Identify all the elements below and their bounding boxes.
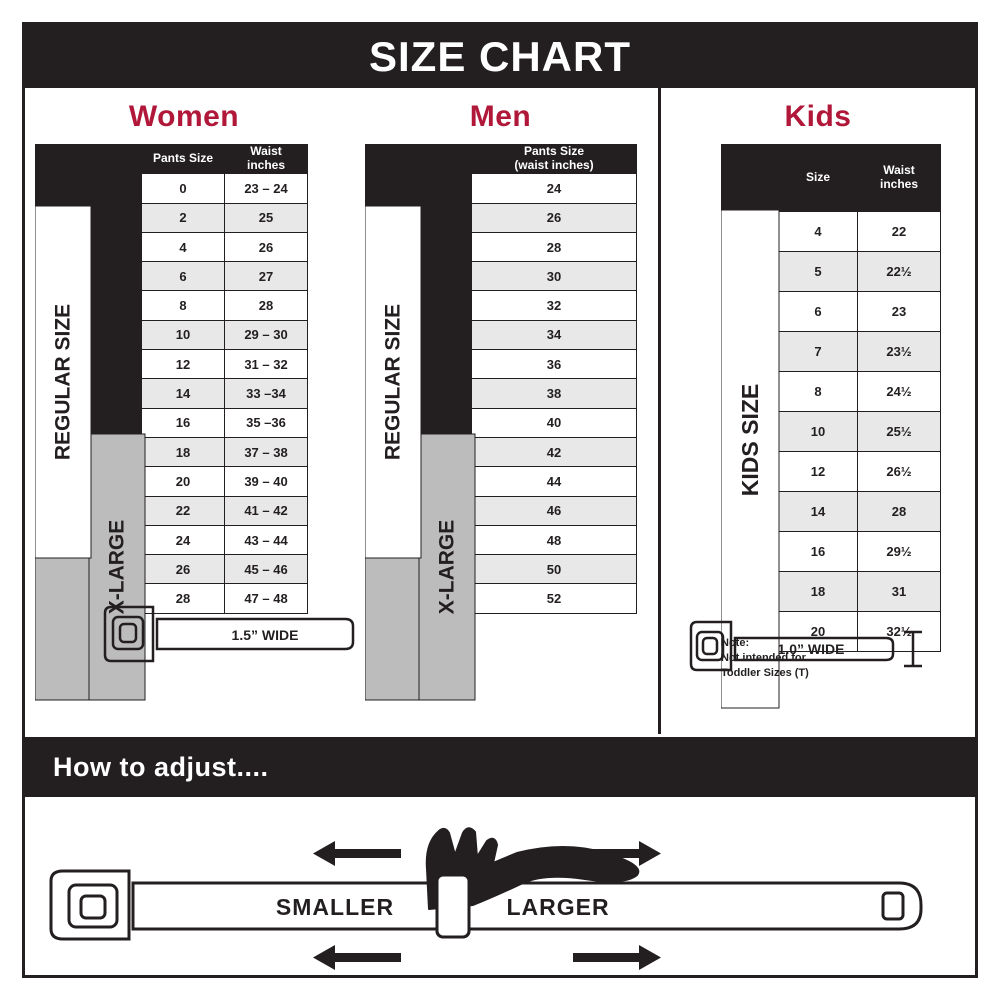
cell-size: 24 (142, 525, 225, 554)
larger-label: LARGER (506, 894, 610, 920)
cell-size: 2 (142, 203, 225, 232)
column-women (25, 88, 343, 734)
cell-size: 46 (472, 496, 637, 525)
smaller-label: SMALLER (275, 894, 395, 920)
cell-waist: 33 –34 (225, 379, 308, 408)
size-columns (25, 88, 975, 734)
cell-waist: 26½ (858, 452, 941, 492)
cell-waist: 45 – 46 (225, 555, 308, 584)
men-vertical-labels (365, 206, 485, 706)
title-bar (25, 25, 975, 88)
cell-waist: 25 (225, 203, 308, 232)
howto-illustration-area (25, 797, 975, 975)
women-heading: Women (128, 100, 240, 133)
cell-size: 8 (142, 291, 225, 320)
women-xlarge-label: X-LARGE (105, 519, 129, 615)
men-col-header (472, 145, 637, 174)
cell-size: 6 (142, 262, 225, 291)
cell-size: 14 (142, 379, 225, 408)
cell-size: 0 (142, 174, 225, 203)
kids-note-line2: Not intended for (721, 651, 806, 664)
cell-size: 10 (779, 412, 858, 452)
cell-size: 6 (779, 292, 858, 332)
page-title: SIZE CHART (369, 32, 631, 80)
cell-waist: 28 (225, 291, 308, 320)
cell-size: 18 (779, 572, 858, 612)
men-header-line1: Pants Size (523, 144, 585, 159)
column-men (343, 88, 661, 734)
cell-size: 48 (472, 525, 637, 554)
cell-waist: 25½ (858, 412, 941, 452)
women-belt-width-label: 1.5” WIDE (231, 627, 299, 643)
cell-size: 24 (472, 174, 637, 203)
cell-waist: 39 – 40 (225, 467, 308, 496)
cell-size: 18 (142, 437, 225, 466)
cell-waist: 26 (225, 232, 308, 261)
arrow-left-lower (313, 945, 401, 970)
cell-size: 42 (472, 437, 637, 466)
cell-size: 5 (779, 252, 858, 292)
kids-heading: Kids (784, 100, 852, 133)
cell-waist: 27 (225, 262, 308, 291)
cell-size: 38 (472, 379, 637, 408)
arrow-left-upper (313, 841, 401, 866)
cell-size: 28 (472, 232, 637, 261)
cell-size: 20 (142, 467, 225, 496)
kids-belt-diagram (681, 608, 941, 688)
kids-col-header-waist (858, 145, 941, 212)
table-header-row (366, 145, 637, 174)
kids-waist-header-line1: Waist (883, 163, 915, 178)
cell-size: 16 (142, 408, 225, 437)
cell-waist: 23½ (858, 332, 941, 372)
cell-size: 12 (142, 350, 225, 379)
cell-size: 8 (779, 372, 858, 412)
kids-size-label: KIDS SIZE (737, 383, 763, 497)
cell-size: 4 (779, 212, 858, 252)
cell-size: 4 (142, 232, 225, 261)
kids-note-line3: Toddler Sizes (T) (721, 666, 809, 679)
cell-waist: 29 – 30 (225, 320, 308, 349)
howto-adjust-bar (25, 737, 975, 797)
kids-col-header-size: Size (779, 145, 858, 212)
cell-size: 22 (142, 496, 225, 525)
cell-size: 40 (472, 408, 637, 437)
cell-waist: 35 –36 (225, 408, 308, 437)
women-col-header-size: Pants Size (142, 145, 225, 174)
cell-size: 32 (472, 291, 637, 320)
table-header-row (722, 145, 941, 212)
kids-belt-width-label: 1.0” WIDE (777, 641, 845, 657)
women-regular-size-label: REGULAR SIZE (51, 303, 75, 461)
cell-size: 28 (142, 584, 225, 613)
cell-size: 26 (472, 203, 637, 232)
cell-size: 7 (779, 332, 858, 372)
cell-size: 34 (472, 320, 637, 349)
cell-waist: 32½ (858, 612, 941, 652)
women-waist-header-line1: Waist (250, 144, 282, 159)
women-waist-header-line2: inches (246, 158, 285, 173)
cell-waist: 31 – 32 (225, 350, 308, 379)
cell-waist: 47 – 48 (225, 584, 308, 613)
cell-waist: 31 (858, 572, 941, 612)
cell-size: 12 (779, 452, 858, 492)
cell-waist: 43 – 44 (225, 525, 308, 554)
belt-adjust-diagram (25, 797, 975, 975)
cell-size: 30 (472, 262, 637, 291)
table-header-row (36, 145, 308, 174)
cell-size: 26 (142, 555, 225, 584)
cell-waist: 22½ (858, 252, 941, 292)
cell-size: 52 (472, 584, 637, 613)
cell-waist: 37 – 38 (225, 437, 308, 466)
cell-size: 10 (142, 320, 225, 349)
cell-waist: 24½ (858, 372, 941, 412)
cell-waist: 29½ (858, 532, 941, 572)
cell-size: 14 (779, 492, 858, 532)
cell-size: 44 (472, 467, 637, 496)
women-col-header-waist (225, 145, 308, 174)
cell-waist: 22 (858, 212, 941, 252)
cell-waist: 28 (858, 492, 941, 532)
cell-waist: 41 – 42 (225, 496, 308, 525)
men-xlarge-label: X-LARGE (435, 519, 459, 615)
men-header-line2: (waist inches) (514, 158, 594, 173)
cell-size: 16 (779, 532, 858, 572)
cell-size: 50 (472, 555, 637, 584)
cell-size: 36 (472, 350, 637, 379)
kids-note-line1: Note: (721, 637, 750, 649)
howto-heading: How to adjust.... (53, 751, 269, 782)
men-regular-size-label: REGULAR SIZE (381, 303, 405, 461)
men-heading: Men (469, 100, 532, 133)
cell-waist: 23 – 24 (225, 174, 308, 203)
kids-waist-header-line2: inches (879, 177, 918, 191)
arrow-right-lower (573, 945, 661, 970)
cell-waist: 23 (858, 292, 941, 332)
cell-size: 20 (779, 612, 858, 652)
column-kids (661, 88, 975, 734)
